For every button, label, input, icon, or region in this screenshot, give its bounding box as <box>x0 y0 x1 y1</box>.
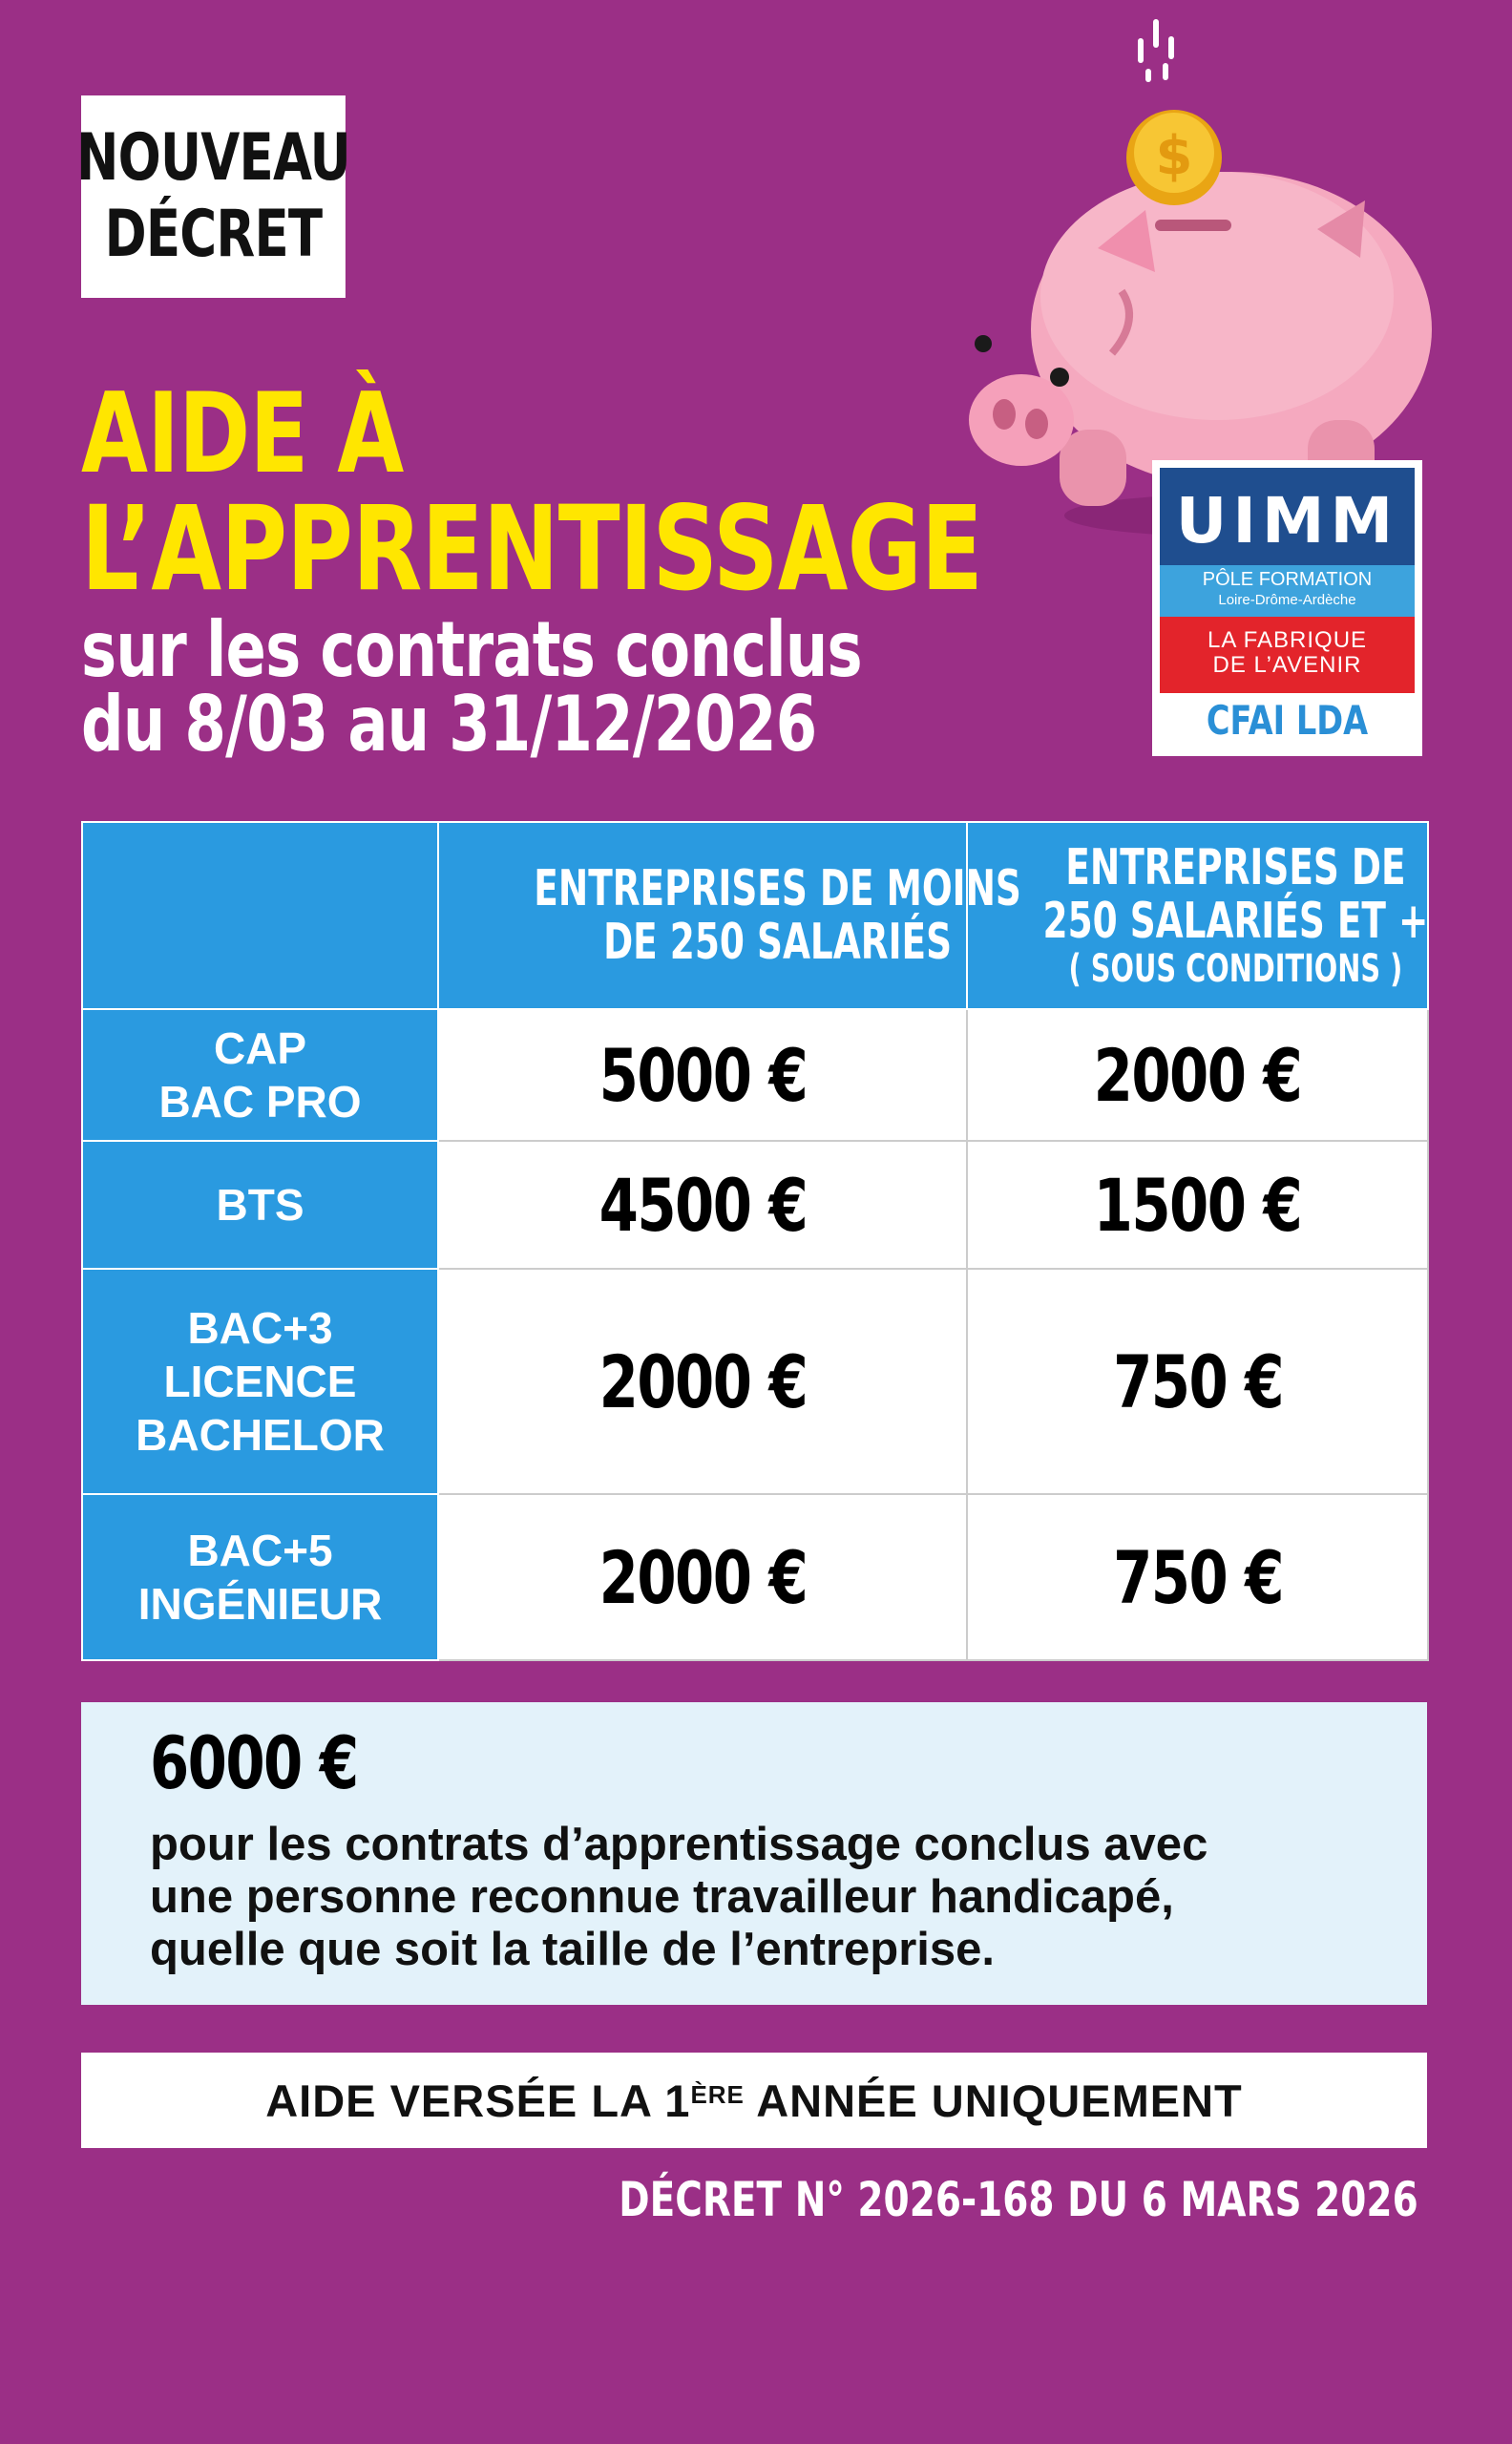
badge-line1: NOUVEAU <box>76 120 350 196</box>
note-line1: pour les contrats d’apprentissage conclus avec <box>150 1819 1208 1870</box>
table-header-row <box>82 822 1428 1009</box>
first-year-banner <box>81 2053 1427 2148</box>
logo-region: Loire-Drôme-Ardèche <box>1218 592 1356 608</box>
note-line3: quelle que soit la taille de l’entreprise. <box>150 1924 995 1975</box>
disability-note-box <box>81 1702 1427 2005</box>
table-row <box>82 1009 1428 1141</box>
header-col1-line2: DE 250 SALARIÉS <box>603 914 953 971</box>
row-label: BTS <box>82 1141 438 1269</box>
logo-fabrique-line2: DE L’AVENIR <box>1212 652 1362 678</box>
table-row <box>82 1494 1428 1660</box>
header-col2-line1: ENTREPRISES DE <box>1065 839 1406 896</box>
svg-text:$: $ <box>1155 125 1193 187</box>
decree-reference: DÉCRET N° 2026-168 DU 6 MARS 2026 <box>619 2172 1418 2227</box>
uimm-logo <box>1152 460 1422 756</box>
amount-large-company: 2000 € <box>967 1009 1428 1141</box>
coin-icon <box>1126 110 1222 205</box>
header-small-companies <box>438 822 1021 1009</box>
falling-lines <box>1138 19 1174 82</box>
amount-large-company: 1500 € <box>967 1141 1428 1269</box>
header-empty-cell <box>82 822 438 1009</box>
header-col2-line3: ( SOUS CONDITIONS ) <box>1068 947 1403 991</box>
note-line2: une personne reconnue travailleur handicapé, <box>150 1871 1174 1923</box>
banner-text-after: ANNÉE UNIQUEMENT <box>744 2075 1243 2126</box>
aid-amounts-table <box>81 821 1429 1661</box>
amount-small-company: 2000 € <box>438 1494 967 1660</box>
badge-line2: DÉCRET <box>104 197 323 272</box>
logo-fabrique-line1: LA FABRIQUE <box>1207 627 1368 653</box>
row-label: BAC+5 INGÉNIEUR <box>82 1494 438 1660</box>
header-large-companies <box>967 822 1428 1009</box>
logo-cfai: CFAI LDA <box>1206 697 1369 744</box>
headline-line1: AIDE À <box>81 369 404 498</box>
header-col2-line2: 250 SALARIÉS ET + <box>1042 893 1429 950</box>
table-row <box>82 1141 1428 1269</box>
amount-large-company: 750 € <box>967 1269 1428 1494</box>
logo-pole: PÔLE FORMATION <box>1202 569 1373 590</box>
logo-brand: UIMM <box>1175 484 1399 558</box>
banner-text-before: AIDE VERSÉE LA 1 <box>265 2075 691 2126</box>
table-row <box>82 1269 1428 1494</box>
amount-large-company: 750 € <box>967 1494 1428 1660</box>
note-amount: 6000 € <box>150 1720 358 1805</box>
header-col1-line1: ENTREPRISES DE MOINS <box>534 860 1021 917</box>
row-label: BAC+3 LICENCE BACHELOR <box>82 1269 438 1494</box>
subtitle-line2: du 8/03 au 31/12/2026 <box>81 680 817 769</box>
subtitle-line1: sur les contrats conclus <box>81 605 862 694</box>
new-decree-badge <box>76 95 350 298</box>
headline-line2: L’APPRENTISSAGE <box>81 481 983 617</box>
amount-small-company: 4500 € <box>438 1141 967 1269</box>
banner-superscript: ÈRE <box>690 2079 745 2109</box>
row-label: CAP BAC PRO <box>82 1009 438 1141</box>
amount-small-company: 2000 € <box>438 1269 967 1494</box>
amount-small-company: 5000 € <box>438 1009 967 1141</box>
